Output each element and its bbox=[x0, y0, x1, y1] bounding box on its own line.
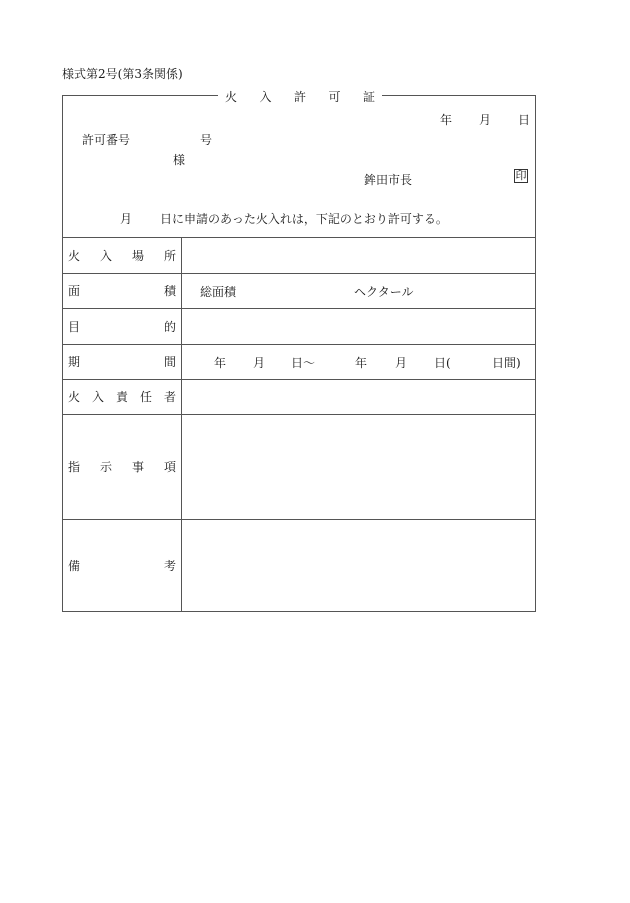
title-char: 入 bbox=[259, 89, 272, 104]
label-char: 項 bbox=[163, 460, 176, 474]
label-char: 積 bbox=[163, 284, 176, 298]
permit-number-suffix: 号 bbox=[200, 133, 213, 147]
label-char: 考 bbox=[163, 559, 176, 573]
period-start-year: 年 bbox=[214, 356, 227, 370]
label-char: 事 bbox=[131, 460, 144, 474]
instructions-label bbox=[68, 414, 176, 519]
label-char: 所 bbox=[163, 248, 176, 263]
permit-statement: 日に申請のあった火入れは，下記のとおり許可する。 bbox=[160, 212, 448, 226]
area-label bbox=[68, 273, 176, 308]
label-char: 火 bbox=[68, 248, 81, 263]
period-end-day: 日( bbox=[434, 356, 451, 370]
location-label bbox=[68, 237, 176, 273]
addressee-honorific: 様 bbox=[173, 153, 186, 167]
label-char: 任 bbox=[139, 390, 152, 404]
total-area-label: 総面積 bbox=[200, 285, 237, 299]
issue-day-label: 日 bbox=[518, 113, 531, 127]
title-char: 可 bbox=[328, 89, 341, 104]
remarks-label bbox=[68, 519, 176, 612]
issue-year-label: 年 bbox=[440, 113, 453, 127]
label-char: 間 bbox=[163, 355, 176, 369]
label-char: 火 bbox=[68, 390, 81, 404]
purpose-label bbox=[68, 308, 176, 344]
issuer-name: 鉾田市長 bbox=[364, 173, 413, 187]
issue-month-label: 月 bbox=[479, 113, 492, 127]
label-char: 場 bbox=[131, 248, 144, 263]
title-char: 証 bbox=[362, 89, 375, 104]
period-label bbox=[68, 344, 176, 379]
area-unit: ヘクタール bbox=[354, 285, 414, 299]
title-char: 許 bbox=[293, 89, 306, 104]
period-start-day: 日～ bbox=[291, 356, 316, 370]
label-char: 的 bbox=[163, 319, 176, 334]
period-end-year: 年 bbox=[355, 356, 368, 370]
label-char: 示 bbox=[99, 460, 112, 474]
form-number-label: 様式第2号(第3条関係) bbox=[62, 67, 183, 81]
seal-mark: 印 bbox=[515, 169, 527, 182]
permit-number-label: 許可番号 bbox=[82, 133, 131, 147]
label-char: 入 bbox=[91, 390, 104, 404]
label-char: 者 bbox=[163, 390, 176, 404]
label-char: 指 bbox=[68, 460, 81, 474]
period-end-month: 月 bbox=[395, 356, 408, 370]
form-title bbox=[218, 87, 382, 105]
column-divider bbox=[181, 237, 182, 612]
period-start-month: 月 bbox=[253, 356, 266, 370]
label-char: 目 bbox=[68, 319, 81, 334]
label-char: 入 bbox=[99, 248, 112, 263]
label-char: 責 bbox=[115, 390, 128, 404]
title-char: 火 bbox=[225, 89, 238, 104]
label-char: 期 bbox=[68, 355, 81, 369]
statement-month-label: 月 bbox=[120, 212, 133, 226]
responsible-person-label bbox=[68, 379, 176, 414]
label-char: 面 bbox=[68, 284, 81, 298]
period-days: 日間) bbox=[492, 356, 521, 370]
label-char: 備 bbox=[68, 559, 81, 573]
